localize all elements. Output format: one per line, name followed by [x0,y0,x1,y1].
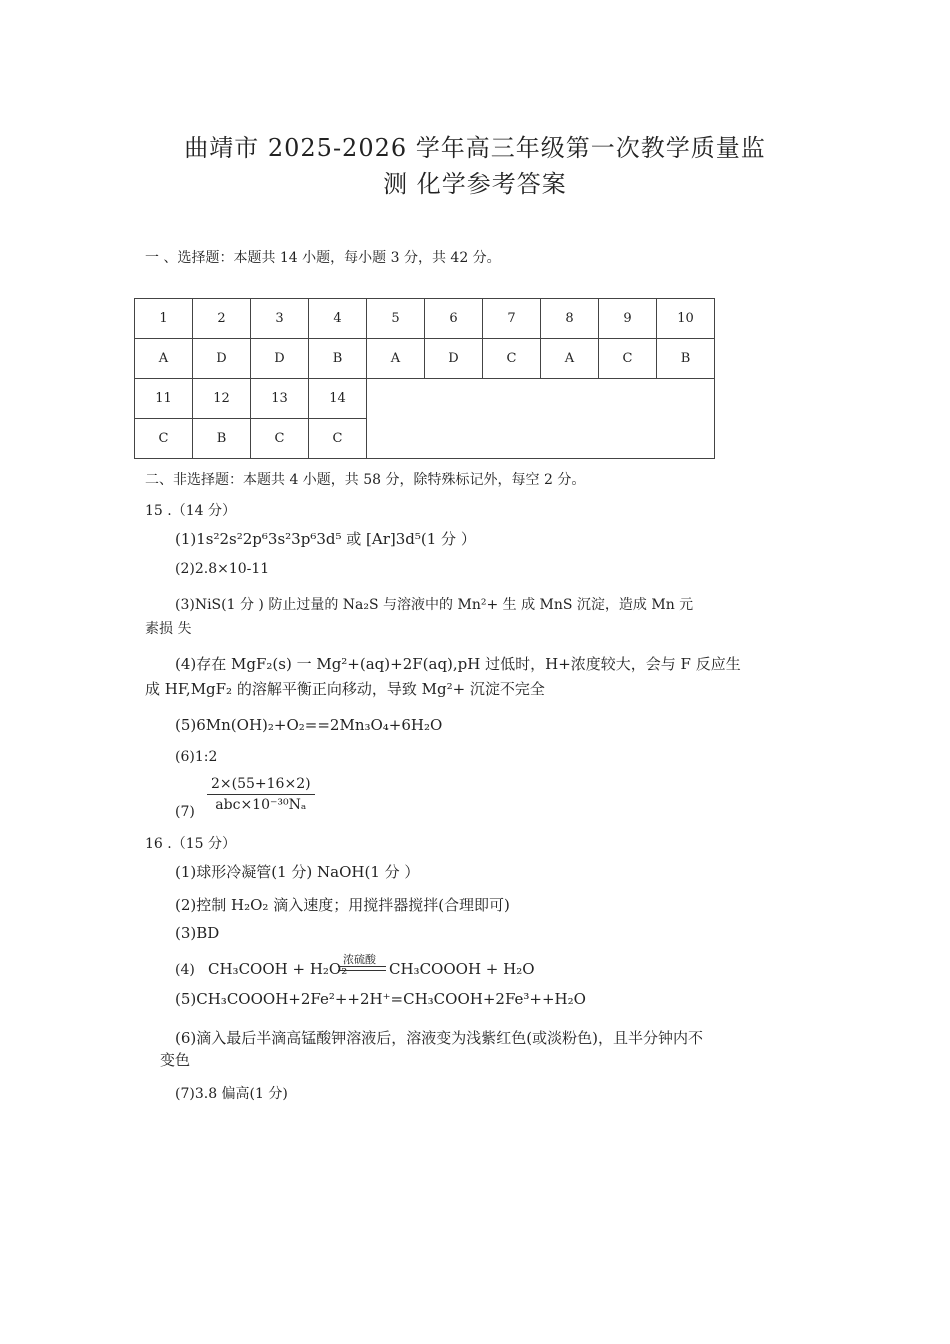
q16-answer-6-line2: 变色 [160,1051,191,1069]
q16-answer-2: (2)控制 H₂O₂ 滴入速度；用搅拌器搅拌(合理即可) [175,896,510,914]
table-cell: B [309,339,367,379]
q15-label: 15 .（14 分） [145,503,236,519]
table-row [135,379,715,419]
q15-answer-3-line2: 素损 失 [145,621,192,637]
q15-answer-3-line1: (3)NiS(1 分 ) 防止过量的 Na₂S 与溶液中的 Mn²+ 生 成 MnS 沉淀，造成 Mn 元 [175,597,694,613]
q15-answer-7-label: (7) [175,804,195,820]
q16-answer-4-reactants: CH₃COOH + H₂O₂ [208,960,348,978]
table-cell: D [251,339,309,379]
q16-answer-1: (1)球形冷凝管(1 分) NaOH(1 分 ） [175,863,420,881]
table-cell: B [193,419,251,459]
table-cell: A [367,339,425,379]
fraction-numerator: 2×(55+16×2) [207,776,315,795]
table-cell: 8 [541,299,599,339]
table-cell: 13 [251,379,309,419]
doc-title-line2: 测 化学参考答案 [383,170,567,198]
table-cell: 2 [193,299,251,339]
table-cell: C [599,339,657,379]
table-cell: C [483,339,541,379]
section1-header: 一 、选择题：本题共 14 小题，每小题 3 分，共 42 分。 [145,250,501,266]
table-cell: D [425,339,483,379]
q15-answer-4-line1: (4)存在 MgF₂(s) 一 Mg²+(aq)+2F(aq),pH 过低时，H+浓度较大，会与 F 反应生 [175,655,741,673]
q15-answer-6: (6)1:2 [175,749,218,765]
table-cell: 6 [425,299,483,339]
table-row [135,299,715,339]
table-cell: 1 [135,299,193,339]
doc-title-line1: 曲靖市 2025-2026 学年高三年级第一次教学质量监 [184,134,766,162]
q15-answer-5: (5)6Mn(OH)₂+O₂==2Mn₃O₄+6H₂O [175,716,443,734]
table-cell: 7 [483,299,541,339]
table-cell: 4 [309,299,367,339]
answer-table [134,298,715,459]
table-cell: 5 [367,299,425,339]
table-cell: D [193,339,251,379]
q16-answer-4-label: (4) [175,962,195,978]
table-cell: A [541,339,599,379]
q15-answer-1: (1)1s²2s²2p⁶3s²3p⁶3d⁵ 或 [Ar]3d⁵(1 分 ） [175,530,476,548]
table-cell: 14 [309,379,367,419]
table-cell: A [135,339,193,379]
equals-arrow-icon [338,966,386,971]
table-cell: C [135,419,193,459]
table-cell: 3 [251,299,309,339]
table-cell: 9 [599,299,657,339]
q16-answer-6-line1: (6)滴入最后半滴高锰酸钾溶液后，溶液变为浅紫红色(或淡粉色)，且半分钟内不 [175,1029,703,1047]
table-empty-area [367,379,715,459]
q15-answer-7-fraction [207,776,315,813]
table-cell: C [251,419,309,459]
reaction-condition-label: 浓硫酸 [343,953,376,966]
table-cell: B [657,339,715,379]
section2-header: 二、非选择题：本题共 4 小题，共 58 分，除特殊标记外，每空 2 分。 [145,472,586,488]
q15-answer-2: (2)2.8×10-11 [175,561,270,577]
q16-label: 16 .（15 分） [145,836,236,852]
table-cell: C [309,419,367,459]
q16-answer-4-products: CH₃COOOH + H₂O [389,960,535,978]
q16-answer-7: (7)3.8 偏高(1 分) [175,1086,288,1102]
table-row [135,339,715,379]
table-cell: 12 [193,379,251,419]
q15-answer-4-line2: 成 HF,MgF₂ 的溶解平衡正向移动，导致 Mg²+ 沉淀不完全 [145,680,545,698]
q16-answer-3: (3)BD [175,924,220,942]
table-cell: 10 [657,299,715,339]
table-cell: 11 [135,379,193,419]
q16-answer-5: (5)CH₃COOOH+2Fe²++2H⁺=CH₃COOH+2Fe³++H₂O [175,990,586,1008]
fraction-denominator: abc×10⁻³⁰Nₐ [215,797,307,813]
